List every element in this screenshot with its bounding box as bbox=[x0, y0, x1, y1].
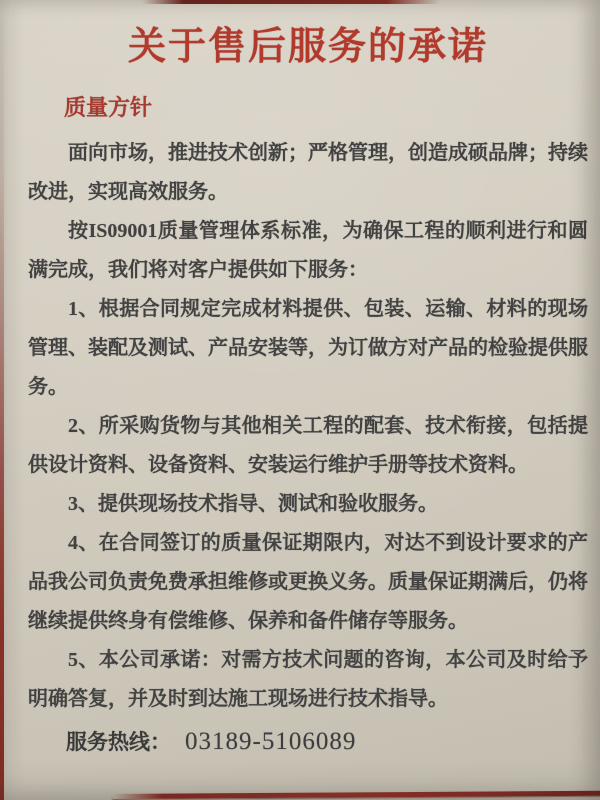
service-item-4: 4、在合同签订的质量保证期限内，对达不到设计要求的产品我公司负责免费承担维修或更换义务。质量保证期满后，仍将继续提供终身有偿维修、保养和备件储存等服务。 bbox=[28, 532, 588, 632]
service-item-2: 2、所采购货物与其他相关工程的配套、技术衔接，包括提供设计资料、设备资料、安装运行维护手册等技术资料。 bbox=[28, 415, 588, 476]
document-title: 关于售后服务的承诺 bbox=[127, 26, 488, 68]
service-hotline bbox=[66, 726, 588, 756]
service-item-3: 3、提供现场技术指导、测试和验收服务。 bbox=[68, 493, 438, 515]
body-text bbox=[28, 134, 588, 719]
service-hotline-label: 服务热线： bbox=[66, 730, 171, 754]
paragraph-quality-policy: 面向市场，推进技术创新；严格管理，创造成硕品牌；持续改进，实现高效服务。 bbox=[28, 142, 588, 203]
paragraph-iso-intro: 按IS09001质量管理体系标准，为确保工程的顺利进行和圆满完成，我们将对客户提供如下服务： bbox=[28, 220, 588, 281]
service-item-1: 1、根据合同规定完成材料提供、包装、运输、材料的现场管理、装配及测试、产品安装等，为订做方对产品的检验提供服务。 bbox=[28, 298, 588, 398]
quality-policy-heading: 质量方针 bbox=[64, 95, 153, 120]
service-hotline-number: 03189-5106089 bbox=[185, 728, 357, 755]
service-item-5: 5、本公司承诺：对需方技术问题的咨询，本公司及时给予明确答复，并及时到达施工现场进行技术指导。 bbox=[28, 649, 588, 710]
